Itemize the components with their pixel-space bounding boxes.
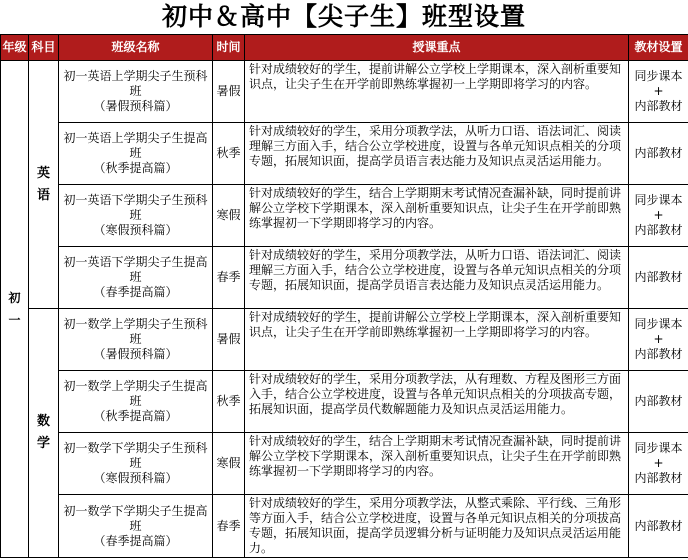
material-line: 内部教材 bbox=[634, 99, 683, 113]
class-name-cell bbox=[59, 495, 213, 558]
class-name: 初一数学上学期尖子生预科班 bbox=[63, 317, 208, 346]
material-line: 内部教材 bbox=[634, 394, 683, 408]
material-cell bbox=[629, 433, 688, 495]
header-focus: 授课重点 bbox=[245, 35, 629, 61]
subject-cell bbox=[29, 309, 59, 558]
material-line: 同步课本 bbox=[634, 193, 683, 207]
time-cell: 暑假 bbox=[213, 309, 245, 371]
material-line: 内部教材 bbox=[634, 146, 683, 160]
table-row bbox=[1, 309, 688, 371]
header-grade: 年级 bbox=[1, 35, 29, 61]
material-cell bbox=[629, 309, 688, 371]
time-cell: 秋季 bbox=[213, 371, 245, 433]
class-subtitle: （春季提高篇） bbox=[93, 285, 178, 299]
time-cell: 暑假 bbox=[213, 61, 245, 123]
class-name: 初一英语上学期尖子生预科班 bbox=[63, 69, 208, 98]
page-title: 初中＆高中【尖子生】班型设置 bbox=[161, 2, 526, 31]
grade-cell bbox=[1, 61, 29, 558]
material-line: 内部教材 bbox=[634, 471, 683, 485]
class-name-cell bbox=[59, 61, 213, 123]
time-cell: 寒假 bbox=[213, 433, 245, 495]
class-subtitle: （寒假预科篇） bbox=[93, 223, 178, 237]
time-cell: 寒假 bbox=[213, 185, 245, 247]
material-line: + bbox=[653, 84, 664, 98]
class-subtitle: （寒假预科篇） bbox=[93, 471, 178, 485]
class-subtitle: （秋季提高篇） bbox=[93, 409, 178, 423]
table-body bbox=[1, 61, 688, 558]
material-cell bbox=[629, 247, 688, 309]
time-cell: 春季 bbox=[213, 495, 245, 558]
table-row bbox=[1, 61, 688, 123]
subject-label: 英语 bbox=[36, 165, 50, 203]
focus-cell: 针对成绩较好的学生，采用分项教学法，从听力口语、语法词汇、阅读理解三方面入手，结合公立学校进度，设置与各单元知识点相关的分项专题，拓展知识面，提高学员语言表达能力及知识点灵活运用能力。 bbox=[245, 123, 629, 185]
material-line: 同步课本 bbox=[634, 317, 683, 331]
header-row bbox=[1, 35, 688, 61]
class-settings-table bbox=[0, 34, 688, 558]
subject-cell bbox=[29, 61, 59, 309]
class-name-cell bbox=[59, 309, 213, 371]
material-line: + bbox=[653, 208, 664, 222]
class-name: 初一数学下学期尖子生预科班 bbox=[63, 441, 208, 470]
header-time: 时间 bbox=[213, 35, 245, 61]
material-line: 内部教材 bbox=[634, 223, 683, 237]
material-line: 同步课本 bbox=[634, 441, 683, 455]
time-cell: 春季 bbox=[213, 247, 245, 309]
table-row bbox=[1, 185, 688, 247]
material-line: 内部教材 bbox=[634, 347, 683, 361]
focus-cell: 针对成绩较好的学生，提前讲解公立学校上学期课本，深入剖析重要知识点，让尖子生在开学前即熟练掌握初一上学期即将学习的内容。 bbox=[245, 61, 629, 123]
focus-cell: 针对成绩较好的学生，结合上学期期末考试情况查漏补缺，同时提前讲解公立学校下学期课本，深入剖析重要知识点，让尖子生在开学前即熟练掌握初一下学期即将学习的内容。 bbox=[245, 185, 629, 247]
time-cell: 秋季 bbox=[213, 123, 245, 185]
class-name-cell bbox=[59, 247, 213, 309]
class-name: 初一英语下学期尖子生提高班 bbox=[63, 255, 208, 284]
subject-label: 数学 bbox=[36, 414, 50, 451]
class-subtitle: （暑假预科篇） bbox=[93, 347, 178, 361]
material-line: 内部教材 bbox=[634, 518, 683, 533]
material-cell bbox=[629, 495, 688, 558]
focus-cell: 针对成绩较好的学生，采用分项教学法，从听力口语、语法词汇、阅读理解三方面入手，结合公立学校进度，设置与各单元知识点相关的分项专题，拓展知识面，提高学员语言表达能力及知识点灵活运用能力。 bbox=[245, 247, 629, 309]
material-cell bbox=[629, 61, 688, 123]
class-name-cell bbox=[59, 371, 213, 433]
focus-cell: 针对成绩较好的学生，采用分项教学法，从有理数、方程及图形三方面入手，结合公立学校进度，设置与各单元知识点相关的分项拔高专题，拓展知识面，提高学员代数解题能力及知识点灵活运用能力。 bbox=[245, 371, 629, 433]
table-row bbox=[1, 123, 688, 185]
material-cell bbox=[629, 371, 688, 433]
material-line: 内部教材 bbox=[634, 270, 683, 284]
focus-cell: 针对成绩较好的学生，采用分项教学法，从整式乘除、平行线、三角形等方面入手，结合公立学校进度，设置与各单元知识点相关的分项拔高专题，拓展知识面，提高学员逻辑分析与证明能力及知识点灵活运用能力。 bbox=[245, 495, 629, 558]
table-row bbox=[1, 371, 688, 433]
class-name-cell bbox=[59, 123, 213, 185]
class-subtitle: （暑假预科篇） bbox=[93, 99, 178, 113]
material-cell bbox=[629, 123, 688, 185]
class-name: 初一数学上学期尖子生提高班 bbox=[63, 379, 208, 408]
class-name: 初一英语下学期尖子生预科班 bbox=[63, 193, 208, 222]
table-row bbox=[1, 433, 688, 495]
table-row bbox=[1, 495, 688, 558]
focus-cell: 针对成绩较好的学生，结合上学期期末考试情况查漏补缺，同时提前讲解公立学校下学期课本，深入剖析重要知识点，让尖子生在开学前即熟练掌握初一下学期即将学习的内容。 bbox=[245, 433, 629, 495]
table-row bbox=[1, 247, 688, 309]
focus-cell: 针对成绩较好的学生，提前讲解公立学校上学期课本，深入剖析重要知识点，让尖子生在开学前即熟练掌握初一上学期即将学习的内容。 bbox=[245, 309, 629, 371]
class-name-cell bbox=[59, 433, 213, 495]
header-subject: 科目 bbox=[29, 35, 59, 61]
class-name-cell bbox=[59, 185, 213, 247]
material-line: 同步课本 bbox=[634, 69, 683, 83]
class-subtitle: （春季提高篇） bbox=[93, 533, 178, 548]
class-name: 初一数学下学期尖子生提高班 bbox=[63, 503, 208, 533]
class-subtitle: （秋季提高篇） bbox=[93, 161, 178, 175]
material-line: + bbox=[653, 456, 664, 470]
header-class-name: 班级名称 bbox=[59, 35, 213, 61]
grade-label: 初一 bbox=[8, 291, 21, 327]
material-line: + bbox=[653, 332, 664, 346]
material-cell bbox=[629, 185, 688, 247]
header-material: 教材设置 bbox=[629, 35, 688, 61]
class-name: 初一英语上学期尖子生提高班 bbox=[63, 131, 208, 160]
